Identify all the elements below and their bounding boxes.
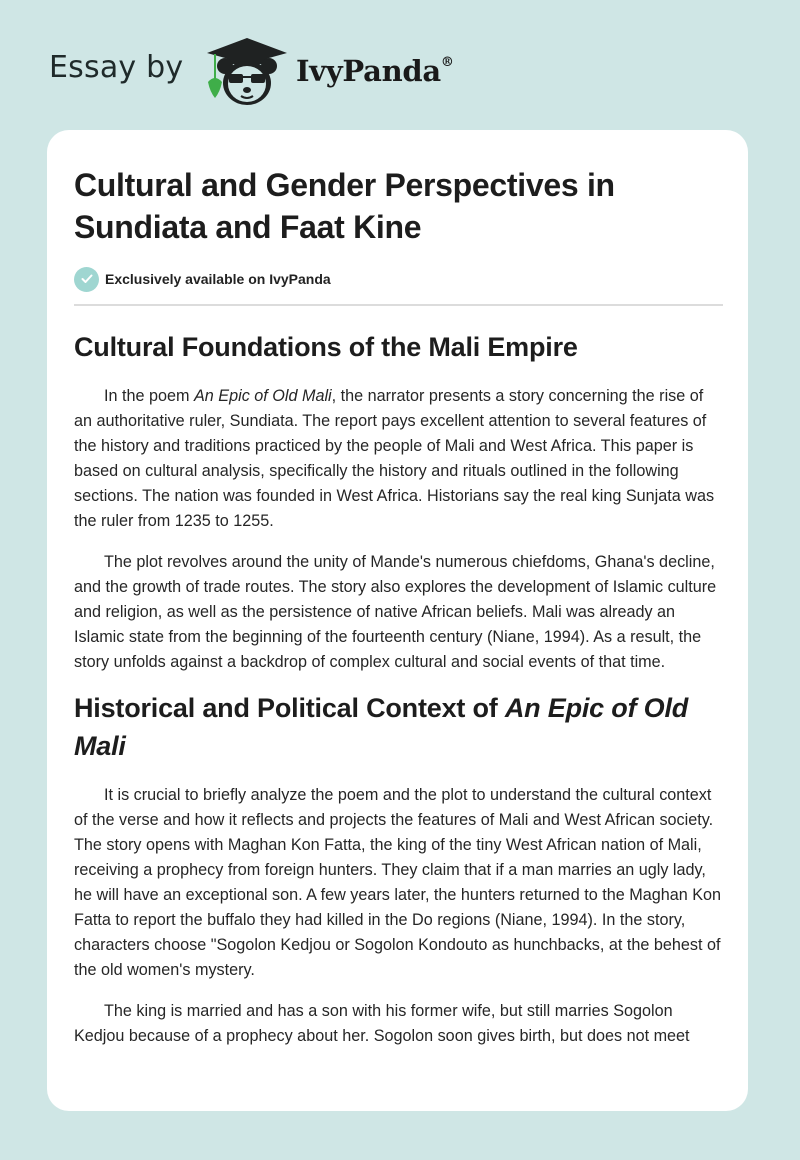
section-heading: Cultural Foundations of the Mali Empire: [74, 332, 578, 362]
essay-content: [74, 164, 724, 1049]
exclusive-badge: [74, 265, 724, 293]
paragraph: [74, 384, 724, 534]
brand-logo-text[interactable]: [296, 54, 454, 88]
registered-mark: ®: [440, 55, 454, 71]
panda-graduate-icon[interactable]: [203, 36, 291, 108]
poem-title: An Epic of Old Mali: [194, 387, 332, 405]
essay-card: [47, 130, 748, 1111]
site-header: [0, 0, 800, 130]
poem-title: An Epic of Old Mali: [74, 693, 689, 761]
exclusive-badge-text: Exclusively available on IvyPanda: [105, 271, 331, 287]
paragraph-text: In the poem: [104, 387, 194, 405]
paragraph: The king is married and has a son with his former wife, but still marries Sogolon Kedjou because of a prophecy about her. Sogolon soon gives birth, but does not meet: [74, 1002, 690, 1045]
check-circle-icon: [74, 267, 99, 292]
title-divider: [74, 304, 723, 306]
paragraph: It is crucial to briefly analyze the poem and the plot to understand the cultural context of the verse and how it reflects and projects the features of Mali and West African society. The story opens with Maghan Kon Fatta, the king of the tiny West African nation of Mali, receiving a prophecy from foreign hunters. They claim that if a man marries an ugly lady, he will have an exceptional son. A few years later, the hunters returned to the Maghan Kon Fatta to report the buffalo they had killed in the Do regions (Niane, 1994). In the story, characters choose "Sogolon Kedjou or Sogolon Kondouto as hunchbacks, at the behest of the old women's mystery.: [74, 786, 722, 979]
essay-by-label: Essay by: [49, 50, 184, 85]
section-heading: [74, 689, 724, 765]
page-title: Cultural and Gender Perspectives in Sundiata and Faat Kine: [74, 167, 615, 245]
paragraph-text: , the narrator presents a story concerning the rise of an authoritative ruler, Sundiata. The report pays excellent attention to several features of the history and traditions practiced by the people of Mali and West Africa. This paper is based on cultural analysis, specifically the history and rituals outlined in the following sections. The nation was founded in West Africa. Historians say the real king Sunjata was the ruler from 1235 to 1255.: [74, 387, 715, 530]
heading-text: Historical and Political Context of: [74, 693, 505, 723]
paragraph: The plot revolves around the unity of Mande's numerous chiefdoms, Ghana's decline, and the growth of trade routes. The story also explores the development of Islamic culture and religion, as well as the persistence of native African beliefs. Mali was already an Islamic state from the beginning of the fourteenth century (Niane, 1994). As a result, the story unfolds against a backdrop of complex cultural and social events of that time.: [74, 553, 717, 671]
brand-name: IvyPanda: [296, 54, 441, 88]
